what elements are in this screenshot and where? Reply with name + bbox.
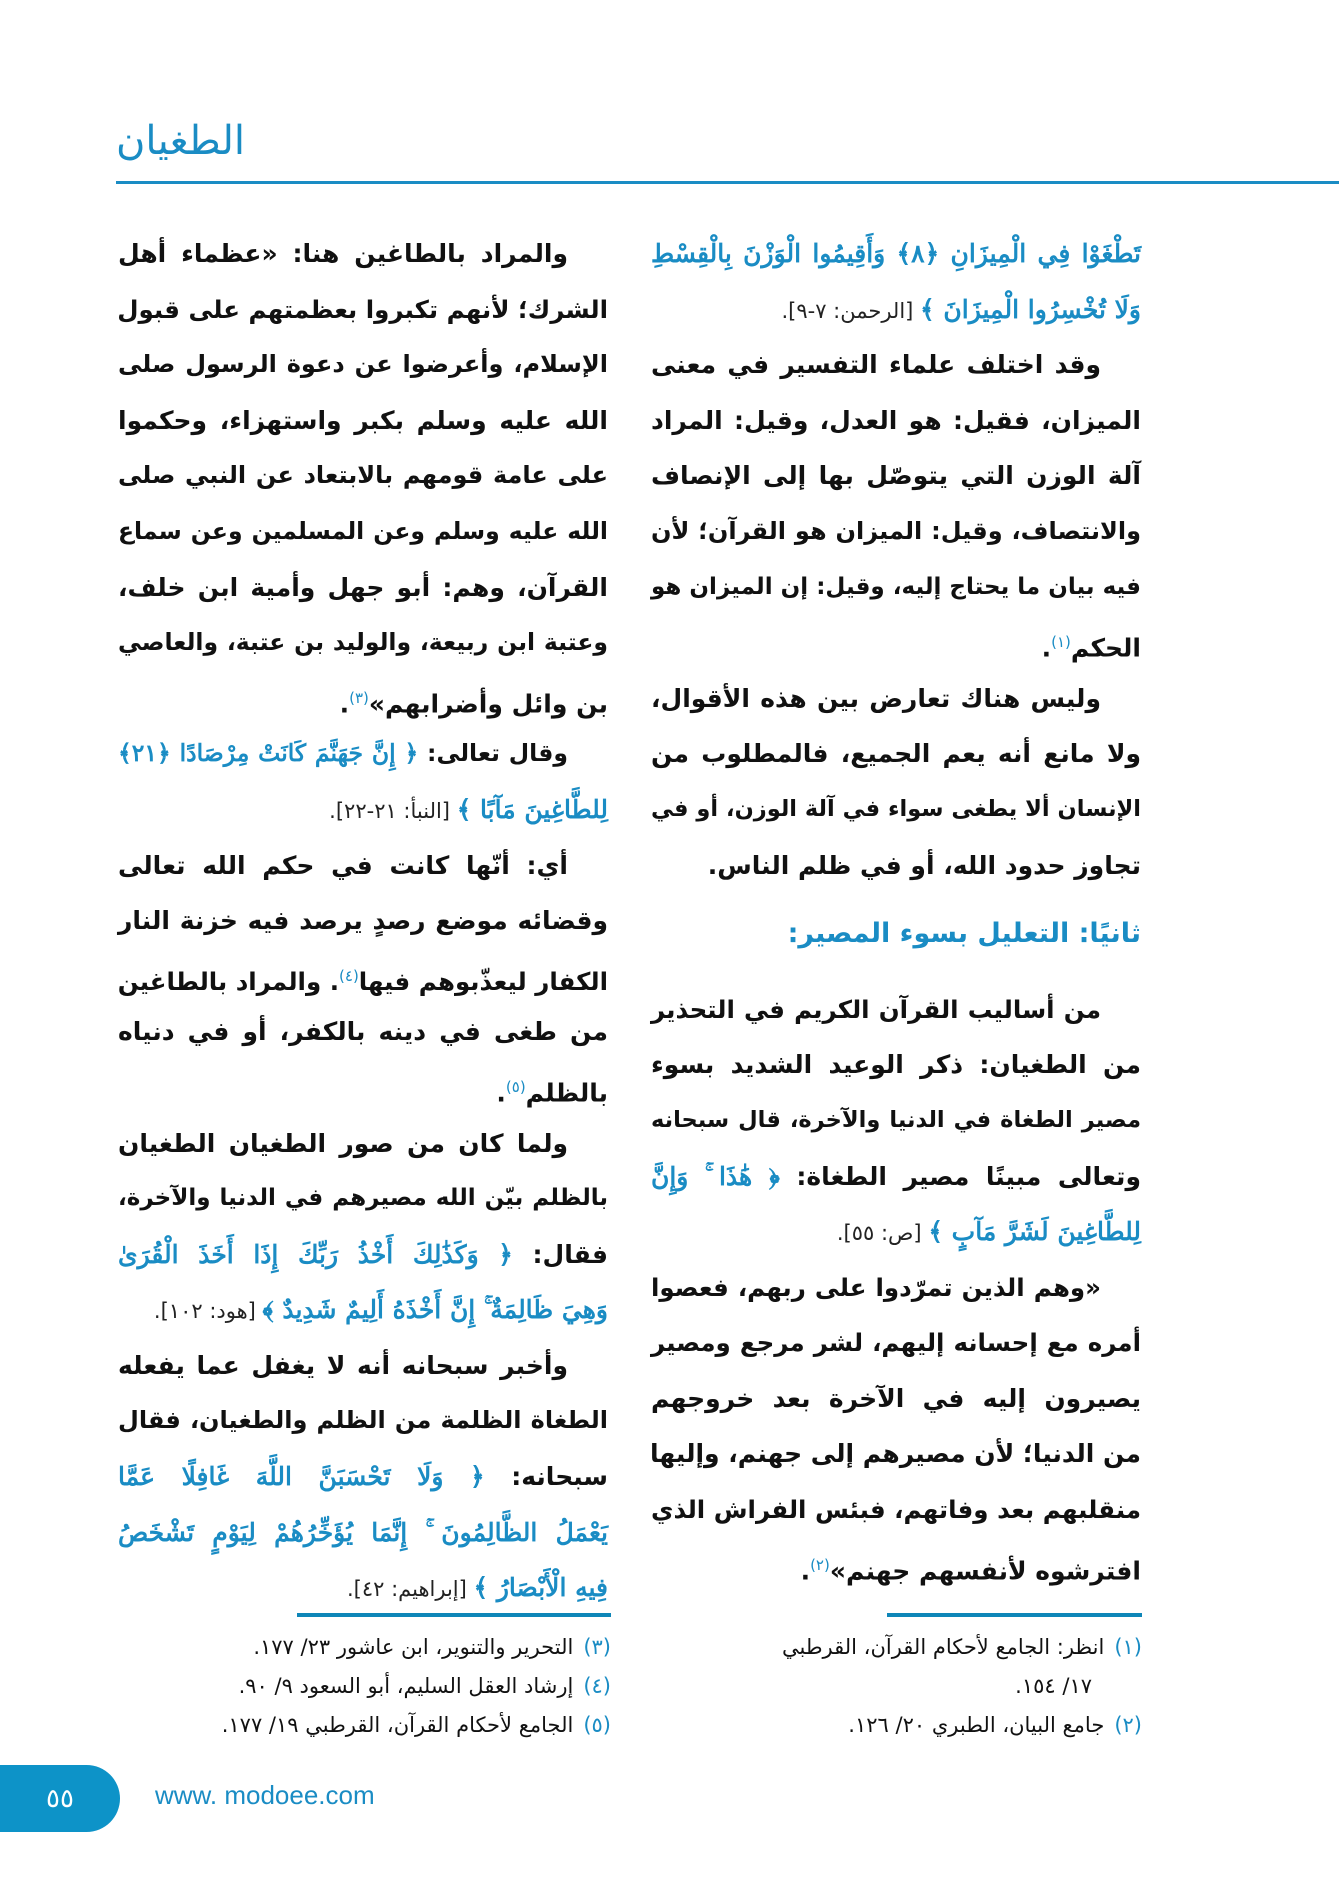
footnote-divider	[887, 1613, 1142, 1617]
body-text: الحكم	[1070, 633, 1141, 663]
body-text: .	[1041, 633, 1052, 663]
footnote-marker: (٢)	[810, 1555, 830, 1574]
chapter-title: الطغيان	[116, 118, 246, 164]
text-line	[651, 1260, 1141, 1316]
text-line	[651, 226, 1141, 282]
text-line	[118, 337, 608, 393]
footnote-number: (٣)	[583, 1635, 611, 1659]
quran-verse: تَطْغَوْا فِي الْمِيزَانِ ﴿٨﴾ وَأَقِيمُوا الْوَزْنَ بِالْقِسْطِ	[651, 239, 1141, 268]
body-text: والانتصاف، وقيل: الميزان هو القرآن؛ لأن	[651, 516, 1141, 545]
body-text: وعتبة ابن ربيعة، والوليد بن عتبة، والعاصي	[118, 628, 608, 657]
text-line	[118, 615, 608, 671]
body-text: وأخبر سبحانه أنه لا يغفل عما يفعله	[118, 1350, 568, 1380]
left-column	[118, 226, 608, 1616]
body-text: .	[339, 689, 350, 719]
body-text: . والمراد بالطاغين	[117, 966, 340, 996]
verse-reference: [ص: ٥٥].	[836, 1221, 929, 1246]
text-line	[118, 1505, 608, 1561]
body-text: أي: أنّها كانت في حكم الله تعالى	[118, 850, 568, 880]
footnote	[118, 1706, 611, 1745]
text-line	[651, 1426, 1141, 1482]
body-text: من طغى في دينه بالكفر، أو في دنياه	[118, 1017, 608, 1047]
footnote	[118, 1667, 611, 1706]
text-line	[651, 1037, 1141, 1093]
body-text: وليس هناك تعارض بين هذه الأقوال،	[651, 683, 1101, 713]
quran-verse: لِلطَّاغِينَ مَآبًا ﴾	[456, 794, 608, 824]
footnotes-right	[651, 1628, 1142, 1745]
quran-verse: ﴿ وَكَذَٰلِكَ أَخْذُ رَبِّكَ إِذَا أَخَذَ الْقُرَىٰ	[118, 1239, 513, 1269]
quran-verse: ﴿ وَلَا تَحْسَبَنَّ اللَّهَ غَافِلًا عَمَّا	[118, 1462, 485, 1492]
body-text: الميزان، فقيل: هو العدل، وقيل: المراد	[651, 405, 1141, 435]
body-text: .	[800, 1555, 811, 1585]
text-line	[118, 838, 608, 894]
body-text: وقضائه موضع رصدٍ يرصد فيه خزنة النار	[118, 906, 608, 936]
text-line	[118, 1282, 608, 1338]
body-text: .	[496, 1078, 506, 1108]
verse-reference: [الرحمن: ٧-٩].	[781, 298, 921, 323]
text-line	[651, 1204, 1141, 1260]
text-line	[118, 1227, 608, 1283]
verse-reference: [هود: ١٠٢].	[153, 1299, 263, 1324]
footnote	[651, 1628, 1142, 1667]
footnote-divider	[297, 1613, 611, 1617]
footnote-text: الجامع لأحكام القرآن، القرطبي ١٩/ ١٧٧.	[221, 1713, 574, 1737]
text-line	[651, 504, 1141, 560]
footnote-text: انظر: الجامع لأحكام القرآن، القرطبي	[782, 1635, 1105, 1659]
body-text: الطغاة الظلمة من الظلم والطغيان، فقال	[118, 1406, 608, 1435]
text-line	[651, 337, 1141, 393]
header-rule	[116, 181, 1339, 184]
body-text: يصيرون إليه في الآخرة بعد خروجهم	[651, 1383, 1141, 1413]
quran-verse: يَعْمَلُ الظَّالِمُونَ ۚ إِنَّمَا يُؤَخِّرُهُمْ لِيَوْمٍ تَشْخَصُ	[118, 1517, 608, 1547]
body-text: ولما كان من صور الطغيان الطغيان	[118, 1128, 568, 1158]
text-line	[651, 560, 1141, 616]
footnote-marker: (٣)	[349, 688, 369, 707]
verse-reference: [النبأ: ٢١-٢٢].	[329, 798, 457, 823]
footnote-text: إرشاد العقل السليم، أبو السعود ٩/ ٩٠.	[238, 1674, 574, 1698]
body-text: من أساليب القرآن الكريم في التحذير	[651, 994, 1101, 1024]
body-text: الكفار ليعذّبوهم فيها	[358, 966, 608, 996]
text-line	[118, 1060, 608, 1116]
body-text: مصير الطغاة في الدنيا والآخرة، قال سبحانه	[651, 1106, 1141, 1133]
text-line	[118, 782, 608, 838]
text-line	[651, 782, 1141, 838]
text-line	[118, 393, 608, 449]
text-line	[118, 560, 608, 616]
text-line	[651, 726, 1141, 782]
footnote-number: (٢)	[1114, 1713, 1142, 1737]
footnote	[651, 1706, 1142, 1745]
footnote-text: جامع البيان، الطبري ٢٠/ ١٢٦.	[848, 1713, 1105, 1737]
text-line	[651, 671, 1141, 727]
body-text: الله عليه وسلم وعن المسلمين وعن سماع	[118, 516, 608, 545]
body-text: «وهم الذين تمرّدوا على ربهم، فعصوا	[651, 1272, 1101, 1302]
footnote-marker: (١)	[1051, 633, 1071, 652]
footnote-number: (٤)	[583, 1674, 611, 1698]
quran-verse: وَلَا تُخْسِرُوا الْمِيزَانَ ﴾	[920, 294, 1141, 324]
body-text: وقال تعالى:	[418, 739, 568, 768]
text-line	[651, 1149, 1141, 1205]
text-line	[118, 1393, 608, 1449]
text-line	[118, 949, 608, 1005]
text-line	[651, 1482, 1141, 1538]
quran-verse: ﴿ هَٰذَا ۚ وَإِنَّ	[651, 1161, 780, 1191]
body-text: أمره مع إحسانه إليهم، لشر مرجع ومصير	[651, 1328, 1141, 1358]
body-text: القرآن، وهم: أبو جهل وأمية ابن خلف،	[118, 572, 608, 602]
footnote	[118, 1628, 611, 1667]
text-line	[118, 448, 608, 504]
body-text: بالظلم	[525, 1078, 608, 1108]
text-line	[118, 1116, 608, 1172]
footnote-text: ١٧/ ١٥٤.	[1015, 1674, 1092, 1698]
body-text: آلة الوزن التي يتوصّل بها إلى الإنصاف	[651, 461, 1141, 491]
footnote-marker: (٥)	[505, 1077, 526, 1096]
verse-reference: [إبراهيم: ٤٢].	[346, 1577, 474, 1602]
quran-verse: وَهِيَ ظَالِمَةٌ ۚ إِنَّ أَخْذَهُ أَلِيمٌ شَدِيدٌ ﴾	[262, 1295, 608, 1325]
body-text: فقال:	[512, 1239, 608, 1269]
body-text: الشرك؛ لأنهم تكبروا بعظمتهم على قبول	[117, 294, 608, 324]
text-line	[118, 1560, 608, 1616]
text-line	[651, 982, 1141, 1038]
text-line	[651, 838, 1141, 894]
website-link[interactable]: www. modoee.com	[155, 1780, 375, 1810]
body-text: فيه بيان ما يحتاج إليه، وقيل: إن الميزان هو	[651, 573, 1141, 600]
footnote-number: (٥)	[583, 1713, 611, 1737]
body-text: منقلبهم بعد وفاتهم، فبئس الفراش الذي	[651, 1495, 1141, 1525]
body-text: افترشوه لأنفسهم جهنم»	[829, 1555, 1141, 1585]
body-text: ولا مانع أنه يعم الجميع، فالمطلوب من	[651, 739, 1141, 769]
footnote-marker: (٤)	[339, 966, 359, 985]
text-line	[651, 1093, 1141, 1149]
text-line	[651, 1371, 1141, 1427]
right-column	[651, 226, 1141, 1593]
body-text: سبحانه:	[484, 1462, 608, 1492]
text-line	[118, 282, 608, 338]
body-text: من الطغيان: ذكر الوعيد الشديد بسوء	[651, 1050, 1141, 1080]
body-text: وتعالى مبينًا مصير الطغاة:	[779, 1161, 1141, 1191]
text-line	[651, 1538, 1141, 1594]
quran-verse: لِلطَّاغِينَ لَشَرَّ مَآبٍ ﴾	[928, 1217, 1141, 1247]
text-line	[118, 893, 608, 949]
text-line	[651, 1315, 1141, 1371]
body-text: ثانيًا: التعليل بسوء المصير:	[787, 918, 1141, 950]
body-text: الله عليه وسلم بكبر واستهزاء، وحكموا	[118, 405, 608, 435]
text-line	[651, 282, 1141, 338]
text-line	[118, 226, 608, 282]
text-line	[118, 1004, 608, 1060]
section-heading	[651, 906, 1141, 962]
footnote-number: (١)	[1114, 1635, 1142, 1659]
quran-verse: فِيهِ الْأَبْصَارُ ﴾	[473, 1573, 608, 1603]
body-text: الإسلام، وأعرضوا عن دعوة الرسول صلى	[118, 350, 608, 379]
body-text: تجاوز حدود الله، أو في ظلم الناس.	[707, 850, 1141, 880]
text-line	[118, 1449, 608, 1505]
body-text: بن وائل وأضرابهم»	[368, 689, 608, 719]
body-text: والمراد بالطاغين هنا: «عظماء أهل	[118, 239, 568, 268]
quran-verse: ﴿ إِنَّ جَهَنَّمَ كَانَتْ مِرْصَادًا ﴿٢١﴾	[118, 739, 419, 768]
body-text: وقد اختلف علماء التفسير في معنى	[651, 350, 1101, 380]
text-line	[651, 615, 1141, 671]
body-text: بالظلم بيّن الله مصيرهم في الدنيا والآخرة،	[118, 1185, 608, 1212]
text-line	[118, 671, 608, 727]
footnote-text: التحرير والتنوير، ابن عاشور ٢٣/ ١٧٧.	[253, 1635, 574, 1659]
text-line	[118, 726, 608, 782]
body-text: الإنسان ألا يطغى سواء في آلة الوزن، أو في	[651, 795, 1141, 822]
text-line	[651, 393, 1141, 449]
page-number: ٥٥	[0, 1765, 120, 1832]
text-line	[118, 1338, 608, 1394]
footnotes-left	[118, 1628, 611, 1745]
text-line	[651, 448, 1141, 504]
text-line	[118, 504, 608, 560]
body-text: من الدنيا؛ لأن مصيرهم إلى جهنم، وإليها	[649, 1439, 1141, 1469]
body-text: على عامة قومهم بالابتعاد عن النبي صلى	[118, 461, 608, 490]
text-line	[118, 1171, 608, 1227]
